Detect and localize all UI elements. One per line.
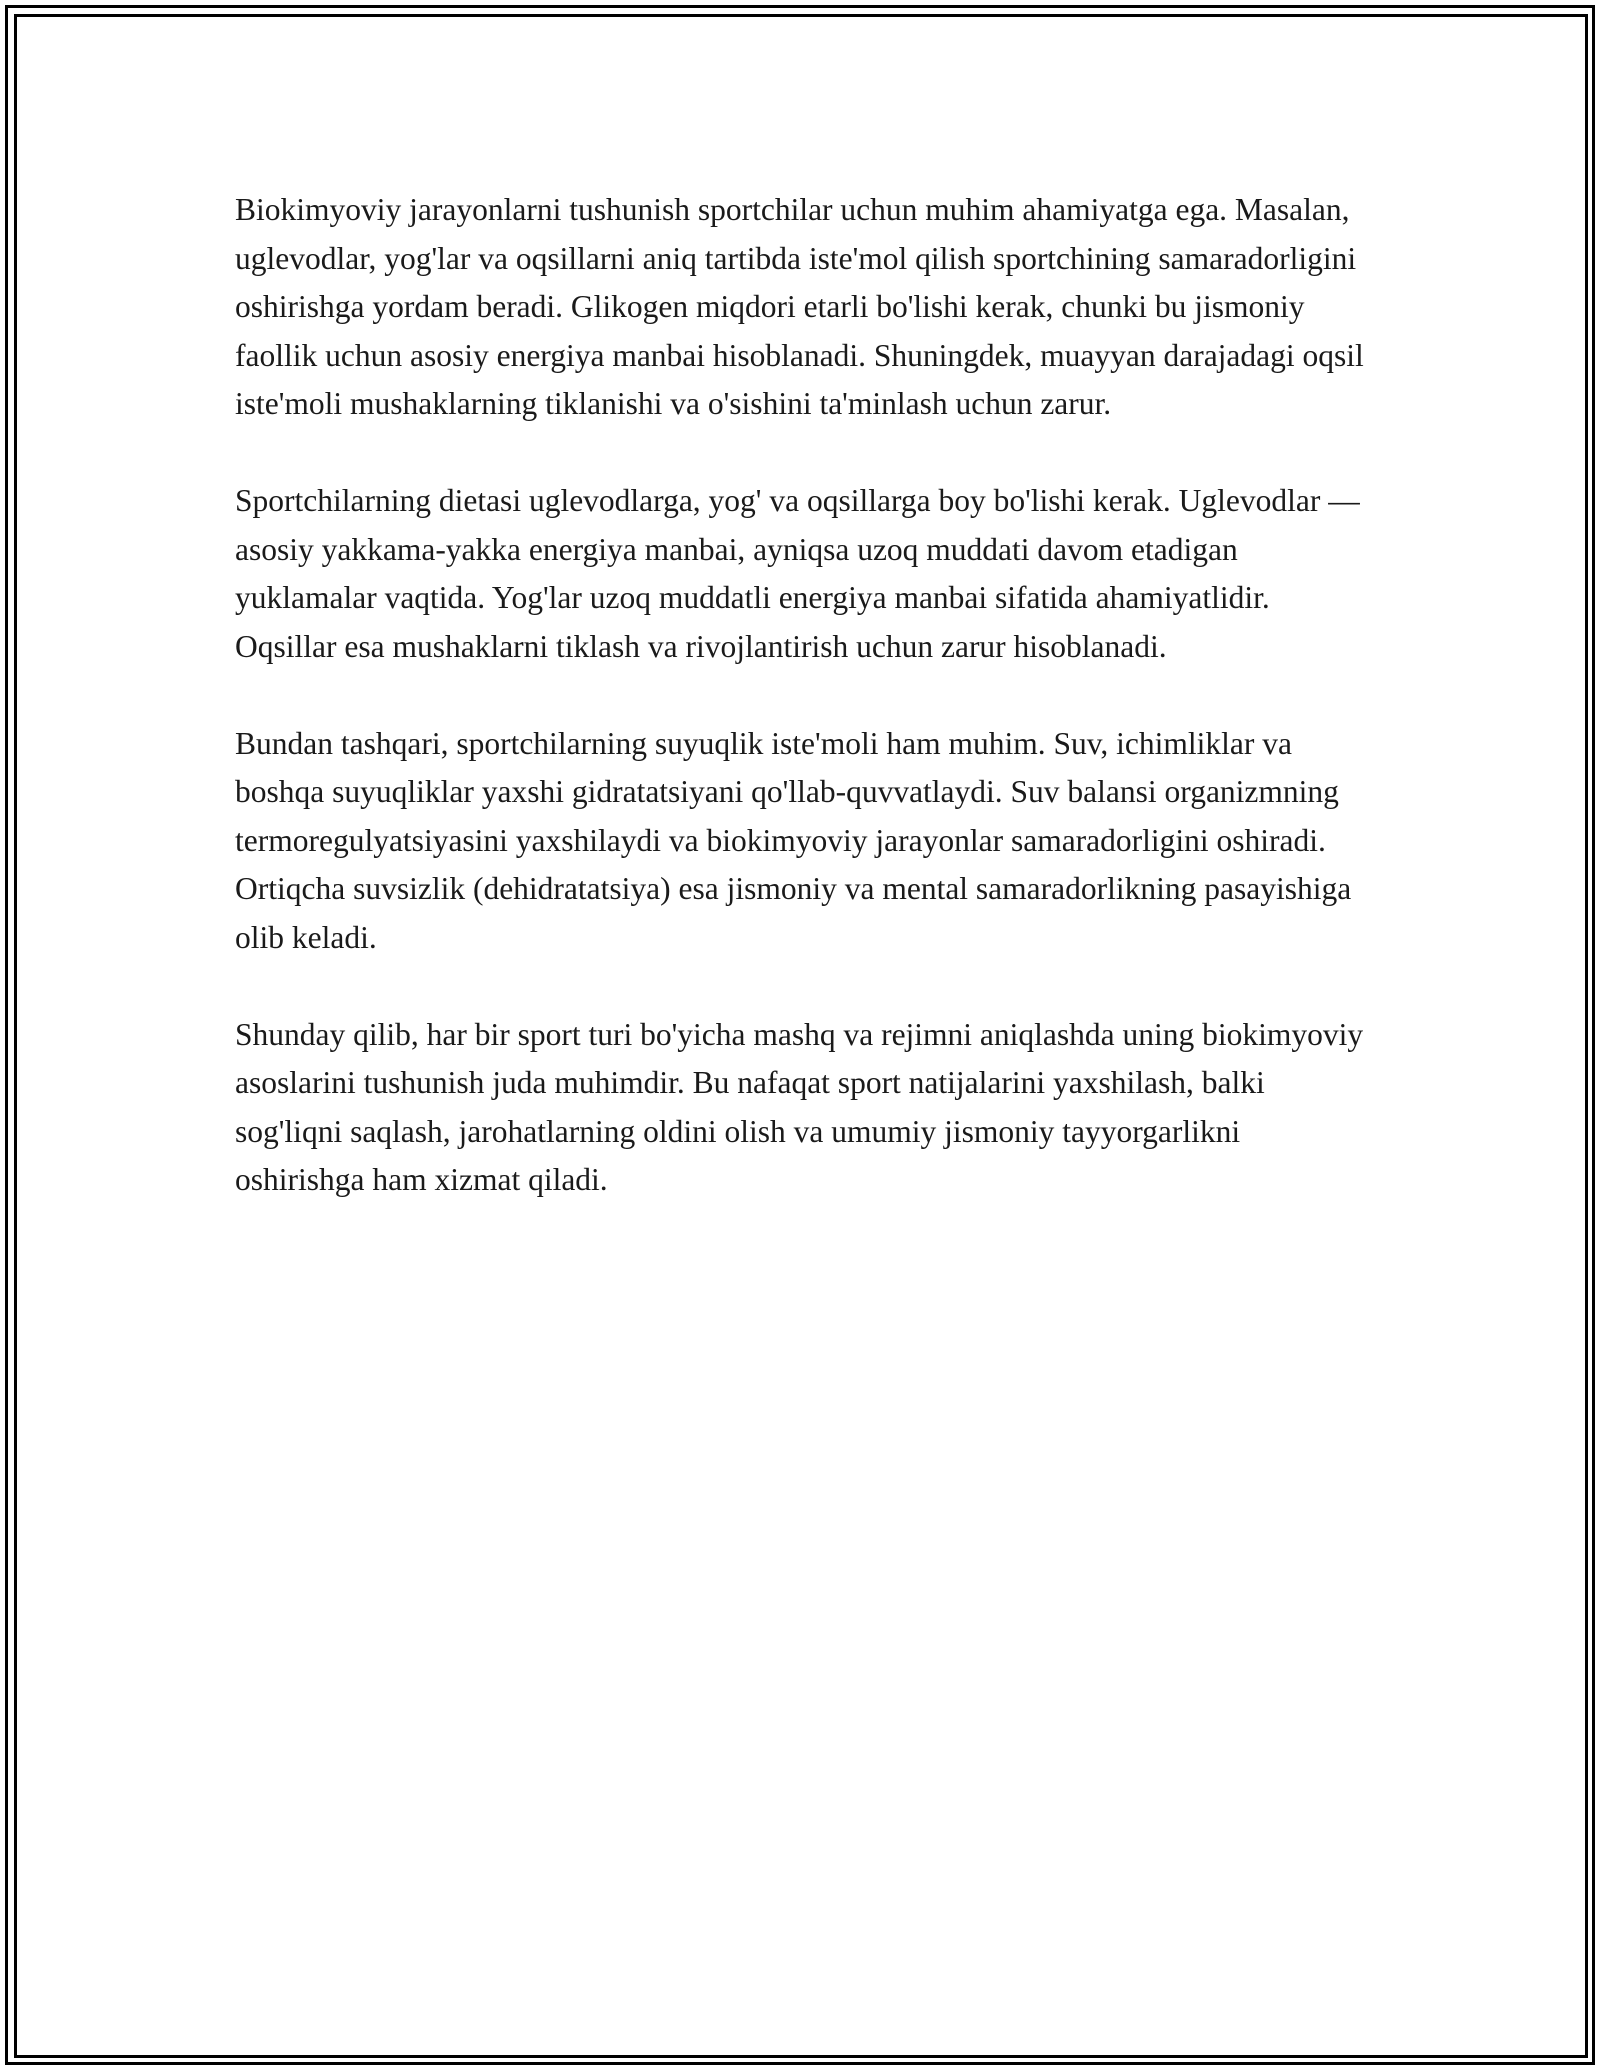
paragraph-fluid-intake: Bundan tashqari, sportchilarning suyuqlik iste'moli ham muhim. Suv, ichimliklar va boshqa suyuqliklar yaxshi gidratatsiyani qo'llab-quvvatlaydi. Suv balansi organizmning termoregulyatsiyasini yaxshilaydi va biokimyoviy jarayonlar samaradorligini oshiradi. Ortiqcha suvsizlik (dehidratatsiya) esa jismoniy va mental samaradorlikning pasayishiga olib keladi.	[235, 725, 1352, 955]
paragraph-biochemical-processes: Biokimyoviy jarayonlarni tushunish sportchilar uchun muhim ahamiyatga ega. Masalan, uglevodlar, yog'lar va oqsillarni aniq tartibda iste'mol qilish sportchining samaradorligini oshirishga yordam beradi. Glikogen miqdori etarli bo'lishi kerak, chunki bu jismoniy faollik uchun asosiy energiya manbai hisoblanadi. Shuningdek, muayyan darajadagi oqsil iste'moli mushaklarning tiklanishi va o'sishini ta'minlash uchun zarur.	[235, 192, 1364, 421]
document-body	[235, 186, 1370, 1253]
paragraph-athlete-diet: Sportchilarning dietasi uglevodlarga, yog' va oqsillarga boy bo'lishi kerak. Uglevodlar — asosiy yakkama-yakka energiya manbai, ayniqsa uzoq muddati davom etadigan yuklamalar vaqtida. Yog'lar uzoq muddatli energiya manbai sifatida ahamiyatlidir. Oqsillar esa mushaklarni tiklash va rivojlantirish uchun zarur hisoblanadi.	[235, 483, 1360, 664]
paragraph-conclusion: Shunday qilib, har bir sport turi bo'yicha mashq va rejimni aniqlashda uning biokimyoviy asoslarini tushunish juda muhimdir. Bu nafaqat sport natijalarini yaxshilash, balki sog'liqni saqlash, jarohatlarning oldini olish va umumiy jismoniy tayyorgarlikni oshirishga ham xizmat qiladi.	[235, 1016, 1364, 1197]
